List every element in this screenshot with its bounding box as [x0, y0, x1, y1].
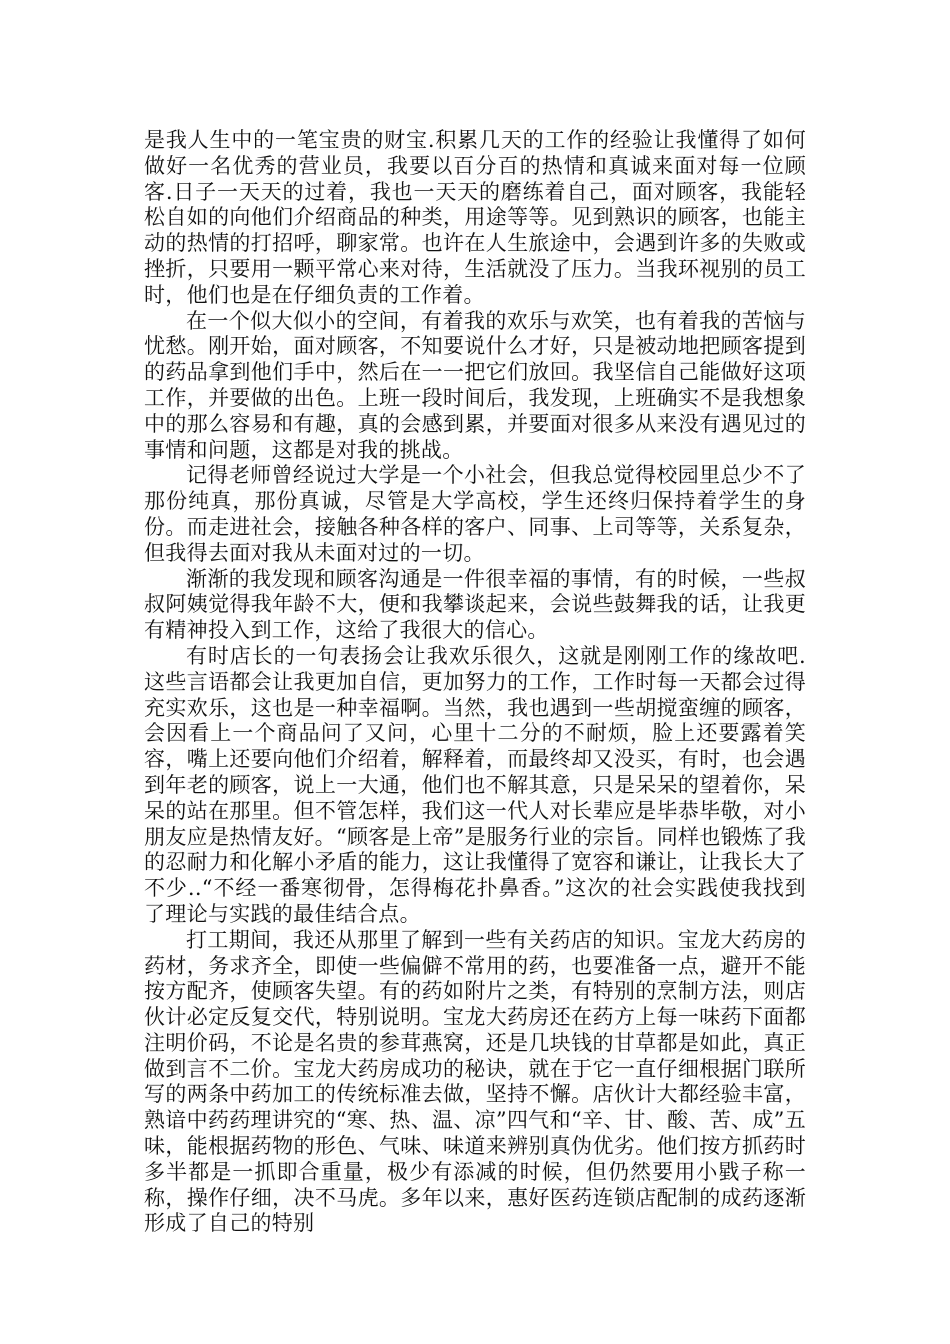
paragraph-1: 是我人生中的一笔宝贵的财宝.积累几天的工作的经验让我懂得了如何做好一名优秀的营业员，我要以百分百的热情和真诚来面对每一位顾客.日子一天天的过着，我也一天天的磨练着自己，面对顾客，我能轻松自如的向他们介绍商品的种类，用途等等。见到熟识的顾客，也能主动的热情的打招呼，聊家常。也许在人生旅途中，会遇到许多的失败或挫折，只要用一颗平常心来对待，生活就没了压力。当我环视别的员工时，他们也是在仔细负责的工作着。: [144, 128, 806, 307]
paragraph-5: 有时店长的一句表扬会让我欢乐很久，这就是刚刚工作的缘故吧.这些言语都会让我更加自信，更加努力的工作，工作时每一天都会过得充实欢乐，这也是一种幸福啊。当然，我也遇到一些胡搅蛮缠的顾客，会因看上一个商品问了又问，心里十二分的不耐烦，脸上还要露着笑容，嘴上还要向他们介绍着，解释着，而最终却又没买，有时，也会遇到年老的顾客，说上一大通，他们也不解其意，只是呆呆的望着你，呆呆的站在那里。但不管怎样，我们这一代人对长辈应是毕恭毕敬，对小朋友应是热情友好。“顾客是上帝”是服务行业的宗旨。同样也锻炼了我的忍耐力和化解小矛盾的能力，这让我懂得了宽容和谦让，让我长大了不少..“不经一番寒彻骨，怎得梅花扑鼻香。”这次的社会实践使我找到了理论与实践的最佳结合点。: [144, 643, 806, 926]
document-page: [144, 128, 806, 1237]
paragraph-4: 渐渐的我发现和顾客沟通是一件很幸福的事情，有的时候，一些叔叔阿姨觉得我年龄不大，便和我攀谈起来，会说些鼓舞我的话，让我更有精神投入到工作，这给了我很大的信心。: [144, 566, 806, 643]
paragraph-6: 打工期间，我还从那里了解到一些有关药店的知识。宝龙大药房的药材，务求齐全，即使一些偏僻不常用的药，也要准备一点，避开不能按方配齐，使顾客失望。有的药如附片之类，有特别的烹制方法，则店伙计必定反复交代，特别说明。宝龙大药房还在药方上每一味药下面都注明价码，不论是名贵的参茸燕窝，还是几块钱的甘草都是如此，真正做到言不二价。宝龙大药房成功的秘诀，就在于它一直仔细根据门联所写的两条中药加工的传统标准去做，坚持不懈。店伙计大都经验丰富，熟谙中药药理讲究的“寒、热、温、凉”四气和“辛、甘、酸、苦、成”五味，能根据药物的形色、气味、味道来辨别真伪优劣。他们按方抓药时多半都是一抓即合重量，极少有添减的时候，但仍然要用小戥子称一称，操作仔细，决不马虎。多年以来，惠好医药连锁店配制的成药逐渐形成了自己的特别: [144, 927, 806, 1236]
paragraph-3: 记得老师曾经说过大学是一个小社会，但我总觉得校园里总少不了那份纯真，那份真诚，尽管是大学高校，学生还终归保持着学生的身份。而走进社会，接触各种各样的客户、同事、上司等等，关系复杂，但我得去面对我从未面对过的一切。: [144, 463, 806, 565]
paragraph-2: 在一个似大似小的空间，有着我的欢乐与欢笑，也有着我的苦恼与忧愁。刚开始，面对顾客，不知要说什么才好，只是被动地把顾客提到的药品拿到他们手中，然后在一一把它们放回。我坚信自己能做好这项工作，并要做的出色。上班一段时间后，我发现，上班确实不是我想象中的那么容易和有趣，真的会感到累，并要面对很多从来没有遇见过的事情和问题，这都是对我的挑战。: [144, 308, 806, 462]
